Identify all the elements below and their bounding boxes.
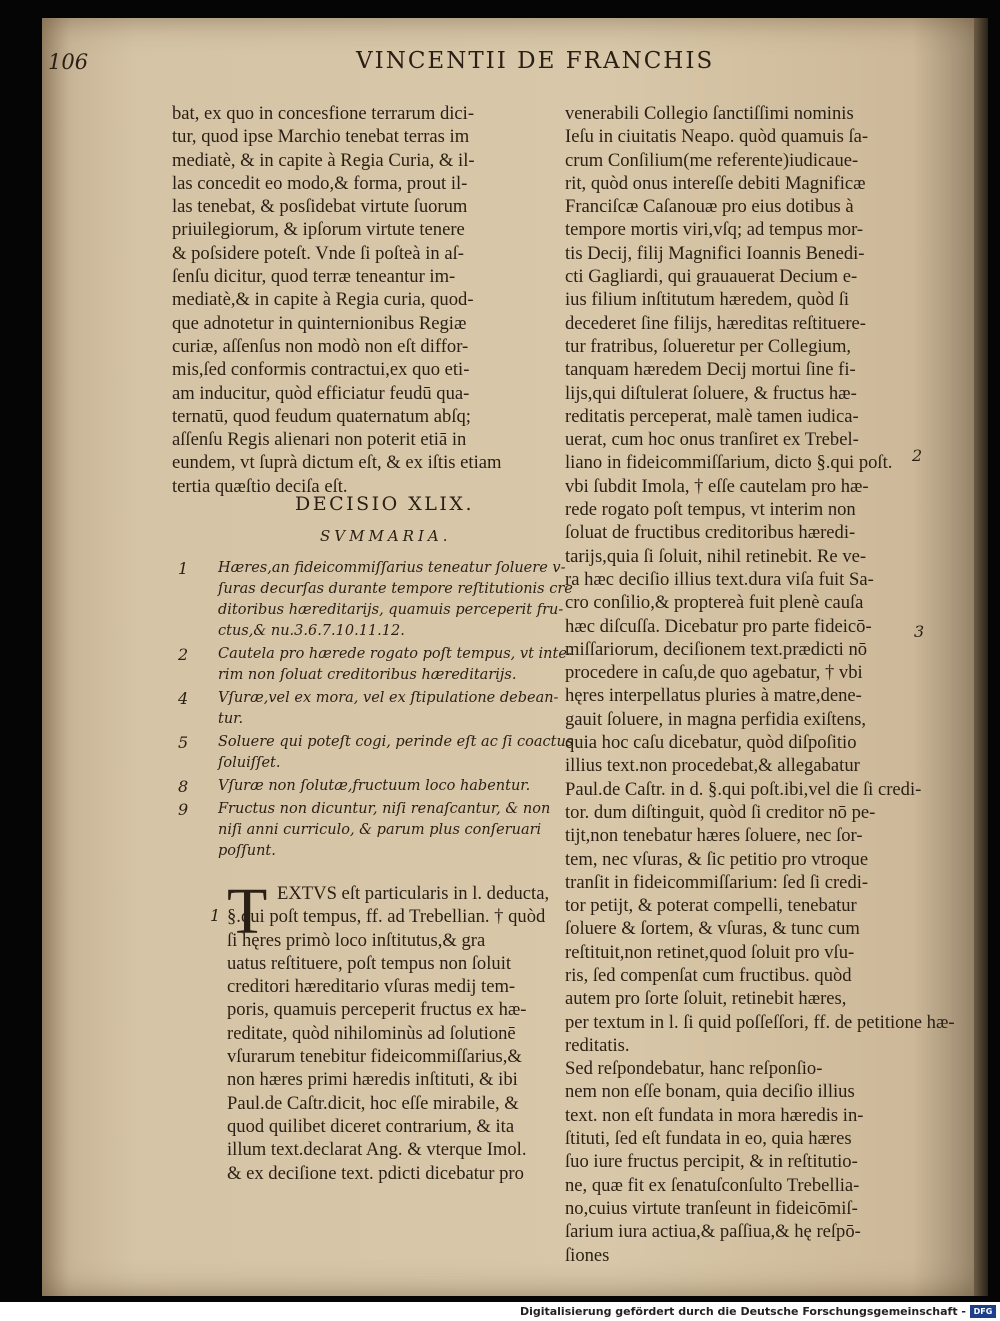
text-line: ne, quæ fit ex ſenatuſconſulto Trebellia-: [565, 1174, 860, 1196]
summaria-line: Soluere qui poteſt cogi, perinde eſt ac ſi coactus: [218, 734, 574, 750]
decisio-heading: DECISIO XLIX.: [295, 493, 474, 515]
book-spine-shadow: [974, 18, 988, 1296]
summaria-item: [178, 776, 563, 797]
text-line: tarijs,quia ſi ſoluit, nihil retinebit. Re ve-: [565, 545, 867, 567]
text-line: venerabili Collegio ſanctiſſimi nominis: [565, 103, 854, 124]
text-line: ſtituti, ſed eſt fundata in eo, quia hæres: [565, 1128, 852, 1150]
summaria-line: Vſuræ,vel ex mora, vel ex ſtipulatione debean-: [218, 690, 559, 706]
right-column: [565, 102, 955, 1267]
dfg-logo: DFG: [970, 1305, 996, 1318]
text-line: que adnotetur in quinternionibus Regiæ: [172, 312, 467, 334]
text-line: ſarium iura actiua,& paſſiua,& hę reſpō-: [565, 1221, 861, 1243]
text-line: illum text.declarat Ang. & vterque Imol.: [227, 1139, 527, 1161]
text-line: creditori hæreditario vſuras medij tem-: [227, 976, 516, 998]
page-number: 106: [48, 50, 89, 74]
summaria-line: ctus,& nu.3.6.7.10.11.12.: [218, 623, 405, 639]
text-line: nem non eſſe bonam, quia deciſio illius: [565, 1081, 855, 1103]
text-line: procedere in caſu,de quo agebatur, † vbi: [565, 662, 863, 684]
text-line: las concedit eo modo,& forma, prout il-: [172, 172, 468, 194]
text-line: ternatū, quod feudum quaternatum abſq;: [172, 405, 471, 427]
text-line: non hæres primi hæredis inſtituti, & ibi: [227, 1069, 518, 1091]
text-line: rede rogato poſt tempus, vt interim non: [565, 499, 856, 521]
text-line: illius text.non procedebat,& allegabatur: [565, 755, 860, 777]
summaria-item: [178, 688, 563, 730]
text-line: Sed reſpondebatur, hanc reſponſio-: [565, 1058, 823, 1080]
text-line: aſſenſu Regis alienari non poterit etiā in: [172, 429, 467, 451]
margin-number: 2: [912, 446, 923, 465]
text-line: ſenſu dicitur, quod terræ teneantur im-: [172, 266, 456, 288]
margin-number: 3: [914, 622, 925, 641]
text-line: decederet ſine filijs, hæreditas reſtituere-: [565, 312, 866, 334]
summaria-item: [178, 558, 573, 642]
summaria-item: [178, 799, 563, 862]
summaria-item: [178, 732, 574, 774]
summaria-number: 1: [178, 559, 189, 578]
summaria-line: poſſunt.: [218, 843, 276, 859]
summaria-line: niſi anni curriculo, & parum plus conſeruari: [218, 822, 542, 838]
text-line: curiæ, aſſenſus non modò non eſt diffor-: [172, 335, 469, 357]
text-line: per textum in l. ſi quid poſſeſſori, ff. de petitione hæ-: [565, 1011, 955, 1033]
text-line: mis,ſed conformis contractui,ex quo eti-: [172, 359, 470, 381]
summaria-line: Vſuræ non ſolutæ,fructuum loco habentur.: [218, 778, 531, 794]
text-line: uatus reſtituere, poſt tempus non ſoluit: [227, 952, 512, 974]
text-line: tempore mortis viri,vſq; ad tempus mor-: [565, 219, 864, 241]
text-line: & poſsidere poteſt. Vnde ſi poſteà in aſ-: [172, 242, 464, 264]
text-line: eundem, vt ſuprà dictum eſt, & ex iſtis etiam: [172, 452, 502, 474]
text-line: EXTVS eſt particularis in l. deducta,: [277, 883, 550, 904]
text-line: cti Gagliardi, qui grauauerat Decium e-: [565, 266, 858, 288]
margin-number: 1: [210, 906, 221, 925]
footer-credit-text: Digitalisierung gefördert durch die Deutsche Forschungsgemeinschaft -: [519, 1305, 966, 1318]
text-line: tur, quod ipse Marchio tenebat terras im: [172, 126, 470, 148]
text-line: am inducitur, quòd efficiatur feudū qua-: [172, 382, 470, 404]
text-line: ra hæc deciſio illius text.dura viſa fuit Sa-: [565, 568, 874, 590]
text-line: vſurarum tenebitur fideicommiſſarius,&: [227, 1046, 522, 1068]
text-line: ris, ſed compenſat cum fructibus. quòd: [565, 964, 852, 986]
text-line: ſiones: [565, 1244, 610, 1266]
text-line: Franciſcæ Caſanouæ pro eius dotibus à: [565, 196, 854, 218]
text-line: quod quilibet diceret contrarium, & ita: [227, 1115, 515, 1137]
footer-credit: [0, 1302, 1000, 1321]
summaria-number: 4: [178, 689, 189, 708]
left-column-top: [172, 102, 544, 498]
summaria-list: [178, 558, 574, 864]
text-line: cro conſilio,& proptereà fuit plenè cauſa: [565, 592, 864, 614]
text-line: tor petijt, & poterat compelli, tenebatur: [565, 895, 857, 917]
text-line: ius filium inſtitutum hæredem, quòd ſi: [565, 289, 850, 311]
running-title: VINCENTII DE FRANCHIS: [356, 48, 715, 74]
text-line: §.qui poſt tempus, ff. ad Trebellian. † quòd: [227, 906, 546, 928]
text-line: Paul.de Caſtr.dicit, hoc eſſe mirabile, &: [227, 1092, 519, 1114]
text-line: tranſit in fideicommiſſarium: ſed ſi credi-: [565, 871, 869, 893]
text-line: tem, nec vſuras, & ſic petitio pro vtroque: [565, 848, 869, 870]
text-line: bat, ex quo in concesfione terrarum dici-: [172, 103, 475, 124]
text-line: ſuo iure fructus percipit, & in reſtitutio-: [565, 1151, 858, 1173]
text-line: ſi hęres primò loco inſtitutus,& gra: [227, 929, 486, 951]
text-line: miſſariorum, deciſionem text.prædicti nō: [565, 638, 868, 660]
summaria-line: ſuras decurſas durante tempore reſtitutionis cre: [218, 581, 573, 597]
summaria-line: ſoluiſſet.: [218, 755, 281, 771]
text-line: & ex deciſione text. pdicti dicebatur pro: [227, 1162, 524, 1184]
summaria-line: Hæres,an fideicommiſſarius teneatur ſoluere v-: [218, 560, 566, 576]
text-line: tijt,non tenebatur hæres ſoluere, nec ſor-: [565, 825, 863, 847]
summaria-item: [178, 644, 572, 686]
summaria-number: 2: [178, 645, 189, 664]
text-line: no,cuius virtute tranſeunt in fideicōmiſ-: [565, 1197, 858, 1219]
text-line: priuilegiorum, & ipſorum virtute tenere: [172, 219, 465, 241]
summaria-line: tur.: [218, 711, 244, 727]
summaria-line: rim non ſoluat creditoribus hæreditarijs.: [218, 667, 517, 683]
text-line: rit, quòd onus intereſſe debiti Magnificæ: [565, 172, 866, 194]
text-line: tis Decij, filij Magnifici Ioannis Benedi-: [565, 242, 865, 264]
text-line: vbi ſubdit Imola, † eſſe cautelam pro hæ-: [565, 475, 869, 497]
text-line: reſtituit,non retinet,quod ſoluit pro vſu-: [565, 941, 855, 963]
text-line: reditatis perceperat, malè tamen iudica-: [565, 405, 859, 427]
text-line: poris, quamuis perceperit fructus ex hæ-: [227, 999, 527, 1021]
text-line: hæc diſcuſſa. Dicebatur pro parte fideicō-: [565, 615, 872, 637]
text-line: hęres interpellatus pluries à matre,dene-: [565, 685, 862, 707]
text-line: Paul.de Caſtr. in d. §.qui poſt.ibi,vel die ſi credi-: [565, 778, 922, 800]
summaria-number: 5: [178, 733, 189, 752]
summaria-number: 8: [178, 777, 189, 796]
text-line: lijs,qui diſtulerat ſoluere, & fructus hæ-: [565, 382, 857, 404]
text-line: mediatè,& in capite à Regia curia, quod-: [172, 289, 474, 311]
text-line: ſoluere & ſortem, & vſuras, & tunc cum: [565, 918, 860, 940]
summaria-heading: SVMMARIA.: [320, 527, 452, 545]
text-line: Ieſu in ciuitatis Neapo. quòd quamuis ſa-: [565, 126, 869, 148]
text-line: uerat, cum hoc onus tranſiret ex Trebel-: [565, 429, 859, 451]
text-line: crum Conſilium(me referente)iudicaue-: [565, 149, 859, 171]
text-line: autem pro ſorte ſoluit, retinebit hæres,: [565, 988, 847, 1010]
text-line: text. non eſt fundata in mora hæredis in-: [565, 1104, 864, 1126]
body-left-text: [227, 875, 557, 1185]
text-line: ſoluat de fructibus creditoribus hæredi-: [565, 522, 856, 544]
drop-cap: T: [227, 875, 268, 948]
text-line: gauit ſoluere, in magna perfidia exiſtens,: [565, 708, 867, 730]
summaria-line: ditoribus hæreditarijs, quamuis perceperit fru-: [218, 602, 564, 618]
text-line: mediatè, & in capite à Regia Curia, & il-: [172, 149, 475, 171]
text-line: las tenebat, & posſidebat virtute ſuorum: [172, 196, 468, 218]
text-line: reditate, quòd nihilominùs ad ſolutionē: [227, 1022, 516, 1044]
text-line: quia hoc caſu dicebatur, quòd diſpoſitio: [565, 732, 857, 754]
text-line: reditatis.: [565, 1034, 630, 1056]
text-line: liano in fideicommiſſarium, dicto §.qui poſt.: [565, 452, 893, 474]
summaria-number: 9: [178, 800, 189, 819]
text-line: tanquam hæredem Decij mortui ſine fi-: [565, 359, 856, 381]
text-line: tur fratribus, ſolueretur per Collegium,: [565, 335, 852, 357]
summaria-line: Fructus non dicuntur, niſi renaſcantur, & non: [218, 801, 551, 817]
text-line: tor. dum diſtinguit, quòd ſi creditor nō pe-: [565, 801, 876, 823]
text-line: tertia quæſtio deciſa eſt.: [172, 475, 348, 497]
summaria-line: Cautela pro hærede rogato poſt tempus, vt inte-: [218, 646, 572, 662]
